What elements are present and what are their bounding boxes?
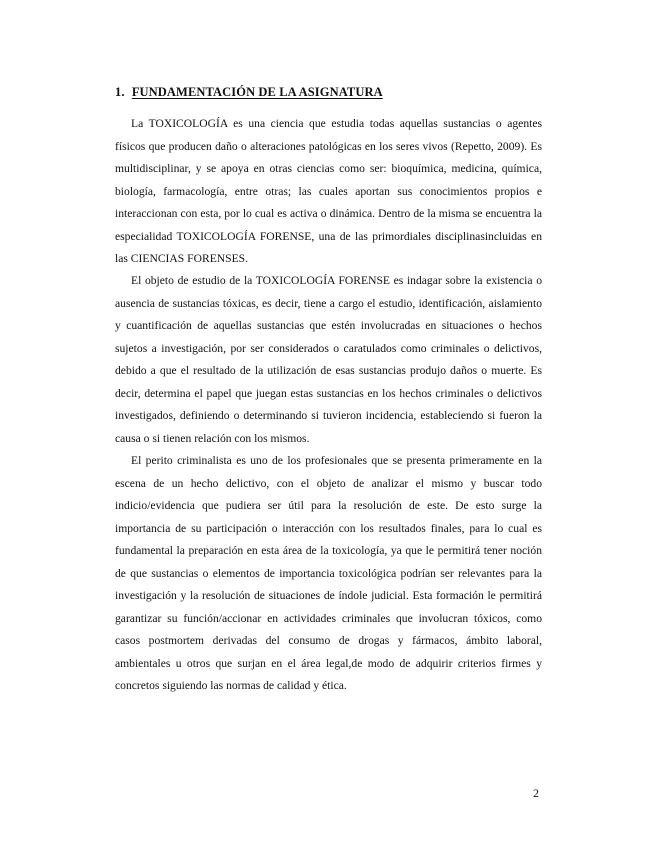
paragraph-toxicologia-definition: La TOXICOLOGÍA es una ciencia que estudia todas aquellas sustancias o agentes físicos que producen daño o alteraciones patológicas en los seres vivos (Repetto, 2009). Es multidisciplinar, y se apoya en otras ciencias como ser: bioquímica, medicina, química, biología, farmacología, entre otras; las cuales aportan sus conocimientos propios e interaccionan con esta, por lo cual es activa o dinámica. Dentro de la misma se encuentra la especialidad TOXICOLOGÍA FORENSE, una de las primordiales disciplinasincluidas en las CIENCIAS FORENSES. xyxy=(115,117,542,265)
paragraph-perito-criminalista: El perito criminalista es uno de los profesionales que se presenta primeramente en la escena de un hecho delictivo, con el objeto de analizar el mismo y buscar todo indicio/evidencia que pudiera ser útil para la resolución de este. De esto surge la importancia de su participación o interacción con los resultados finales, para lo cual es fundamental la preparación en esta área de la toxicología, ya que le permitirá tener noción de que sustancias o elementos de importancia toxicológica podrían ser relevantes para la investigación y la resolución de situaciones de índole judicial. Esta formación le permitirá garantizar su función/accionar en actividades criminales que involucran tóxicos, como casos postmortem derivadas del consumo de drogas y fármacos, ámbito laboral, ambientales u otros que surjan en el área legal,de modo de adquirir criterios firmes y concretos siguiendo las normas de calidad y ética. xyxy=(115,454,542,692)
section-title: FUNDAMENTACIÓN DE LA ASIGNATURA xyxy=(131,85,383,99)
section-heading xyxy=(115,85,383,100)
section-number: 1. xyxy=(115,85,125,99)
page-number: 2 xyxy=(533,786,539,800)
paragraph-objeto-de-estudio: El objeto de estudio de la TOXICOLOGÍA FORENSE es indagar sobre la existencia o ausencia de sustancias tóxicas, es decir, tiene a cargo el estudio, identificación, aislamiento y cuantificación de aquellas sustancias que estén involucradas en situaciones o hechos sujetos a investigación, por ser considerados o caratulados como criminales o delictivos, debido a que el resultado de la utilización de esas sustancias produjo daños o muerte. Es decir, determina el papel que juegan estas sustancias en los hechos criminales o delictivos investigados, definiendo o determinando si tuvieron incidencia, estableciendo si fueron la causa o si tienen relación con los mismos. xyxy=(115,274,542,445)
